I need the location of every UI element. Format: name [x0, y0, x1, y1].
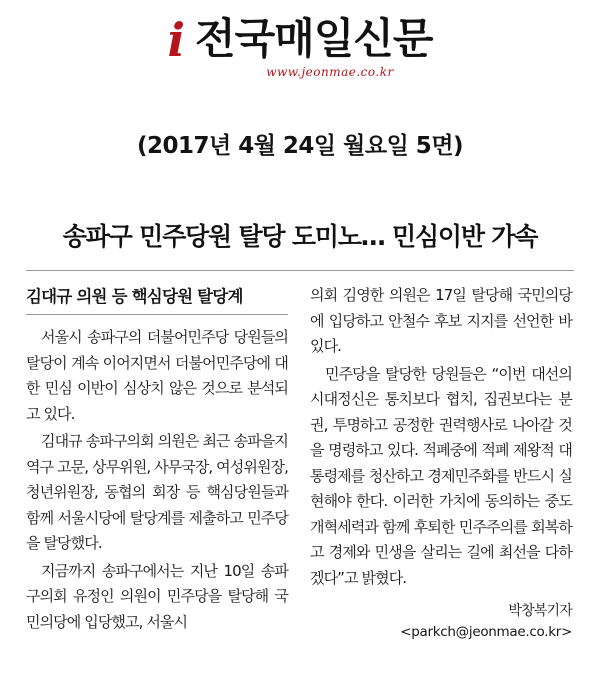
masthead-row	[0, 13, 600, 67]
byline-email: <parkch@jeonmae.co.kr>	[400, 624, 572, 640]
publication-title: 전국매일신문	[195, 14, 433, 63]
issue-date-line: (2017년 4월 24일 월요일 5면)	[136, 133, 464, 159]
paragraph: 김대규 송파구의회 의원은 최근 송파을지역구 고문, 상무위원, 사무국장, 여성위원장, 청년위원장, 동협의 회장 등 핵심당원들과 함께 서울시당에 탈당계를 제출하고 민주당을 탈당했다.	[26, 432, 288, 552]
column-left	[26, 283, 288, 643]
headline-divider	[26, 270, 574, 271]
byline-reporter: 박창복기자	[508, 603, 572, 619]
paragraph: 민주당을 탈당한 당원들은 “이번 대선의 시대정신은 통치보다 협치, 집권보다는 분권, 투명하고 공정한 권력행사로 나아갈 것을 명령하고 있다. 적폐중에 적폐 제왕적 대통령제를 청산하고 경제민주화를 반드시 실현해야 한다. 이러한 가치에 동의하는 중도개혁세력과 함께 후퇴한 민주주의를 회복하고 경제와 민생을 살리는 길에 최선을 다하겠다”고 밝혔다.	[310, 364, 572, 587]
byline	[310, 601, 572, 643]
article-columns	[0, 283, 600, 643]
masthead	[0, 0, 600, 79]
publication-website: www.jeonmae.co.kr	[266, 65, 394, 79]
article-subhead: 김대규 의원 등 핵심당원 탈당계	[26, 283, 288, 315]
paragraph: 서울시 송파구의 더불어민주당 당원들의 탈당이 계속 이어지면서 더불어민주당에 대한 민심 이반이 심상치 않은 것으로 분석되고 있다.	[26, 328, 288, 423]
headline-block	[0, 220, 600, 271]
column-right	[310, 283, 572, 643]
paragraph: 지금까지 송파구에서는 지난 10일 송파구의회 유정인 의원이 민주당을 탈당해 국민의당에 입당했고, 서울시	[26, 561, 288, 631]
logo-i-icon: i	[167, 13, 186, 67]
paragraph: 의회 김영한 의원은 17일 탈당해 국민의당에 입당하고 안철수 후보 지지를 선언한 바 있다.	[310, 286, 572, 355]
article-headline: 송파구 민주당원 탈당 도미노… 민심이반 가속	[62, 222, 538, 251]
